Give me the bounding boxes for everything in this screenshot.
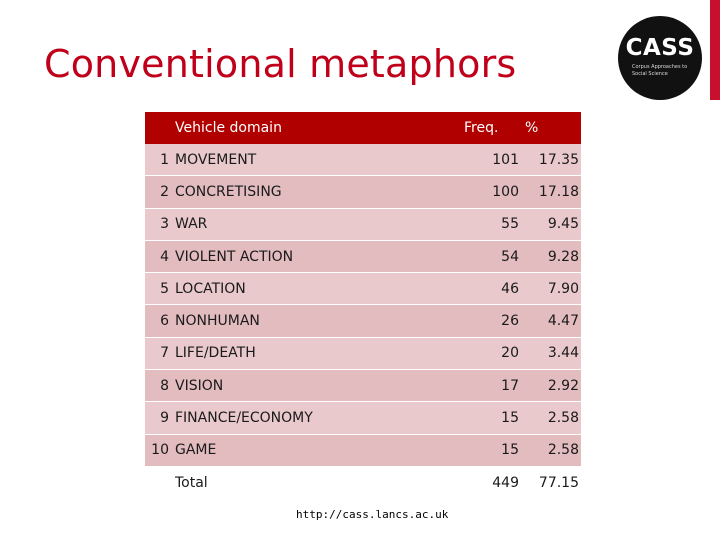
row-freq: 46 bbox=[501, 280, 519, 297]
row-rank: 3 bbox=[160, 216, 169, 233]
table-row bbox=[145, 435, 581, 467]
row-pct: 3.44 bbox=[547, 345, 579, 362]
metaphor-table bbox=[145, 112, 581, 499]
header-freq: Freq. bbox=[464, 120, 499, 136]
row-pct: 17.35 bbox=[538, 151, 579, 168]
logo-word: CASS bbox=[625, 35, 695, 61]
logo-subtitle: Corpus Approaches to Social Science bbox=[632, 64, 688, 77]
header-domain: Vehicle domain bbox=[175, 120, 282, 136]
accent-bar bbox=[710, 0, 720, 100]
row-rank: 5 bbox=[160, 280, 169, 297]
row-rank: 8 bbox=[160, 377, 169, 394]
total-pct: 77.15 bbox=[538, 475, 579, 492]
table-row bbox=[145, 338, 581, 370]
row-freq: 20 bbox=[501, 345, 519, 362]
row-freq: 17 bbox=[501, 377, 519, 394]
row-pct: 17.18 bbox=[538, 183, 579, 200]
row-freq: 15 bbox=[501, 410, 519, 427]
row-pct: 2.92 bbox=[547, 377, 579, 394]
row-domain: FINANCE/ECONOMY bbox=[175, 410, 313, 427]
row-domain: VISION bbox=[175, 377, 224, 394]
table-row bbox=[145, 273, 581, 305]
table-row bbox=[145, 402, 581, 434]
row-freq: 101 bbox=[492, 151, 519, 168]
table-row bbox=[145, 305, 581, 337]
table-row bbox=[145, 176, 581, 208]
row-rank: 9 bbox=[160, 410, 169, 427]
slide-title: Conventional metaphors bbox=[44, 42, 517, 86]
row-domain: GAME bbox=[175, 442, 217, 459]
row-freq: 55 bbox=[501, 216, 519, 233]
row-pct: 7.90 bbox=[547, 280, 579, 297]
row-rank: 6 bbox=[160, 313, 169, 330]
row-domain: MOVEMENT bbox=[175, 151, 257, 168]
row-rank: 10 bbox=[151, 442, 169, 459]
row-domain: NONHUMAN bbox=[175, 313, 260, 330]
row-domain: LIFE/DEATH bbox=[175, 345, 256, 362]
row-domain: LOCATION bbox=[175, 280, 246, 297]
row-rank: 7 bbox=[160, 345, 169, 362]
table-row bbox=[145, 370, 581, 402]
table-row bbox=[145, 209, 581, 241]
table-row bbox=[145, 241, 581, 273]
table-header-row bbox=[145, 112, 581, 144]
row-freq: 26 bbox=[501, 313, 519, 330]
row-domain: VIOLENT ACTION bbox=[175, 248, 294, 265]
row-freq: 15 bbox=[501, 442, 519, 459]
row-freq: 54 bbox=[501, 248, 519, 265]
total-label: Total bbox=[175, 475, 208, 492]
row-pct: 2.58 bbox=[547, 442, 579, 459]
row-pct: 4.47 bbox=[547, 313, 579, 330]
row-rank: 1 bbox=[160, 151, 169, 168]
row-domain: CONCRETISING bbox=[175, 183, 282, 200]
table-row bbox=[145, 144, 581, 176]
row-domain: WAR bbox=[175, 216, 208, 233]
row-freq: 100 bbox=[492, 183, 519, 200]
row-pct: 2.58 bbox=[547, 410, 579, 427]
cass-logo bbox=[618, 16, 702, 100]
table-body bbox=[145, 144, 581, 467]
row-rank: 4 bbox=[160, 248, 169, 265]
header-pct: % bbox=[525, 120, 539, 136]
footer-url[interactable]: http://cass.lancs.ac.uk bbox=[296, 508, 449, 521]
row-pct: 9.45 bbox=[547, 216, 579, 233]
table-total-row bbox=[145, 467, 581, 499]
row-pct: 9.28 bbox=[547, 248, 579, 265]
total-freq: 449 bbox=[492, 475, 519, 492]
row-rank: 2 bbox=[160, 183, 169, 200]
